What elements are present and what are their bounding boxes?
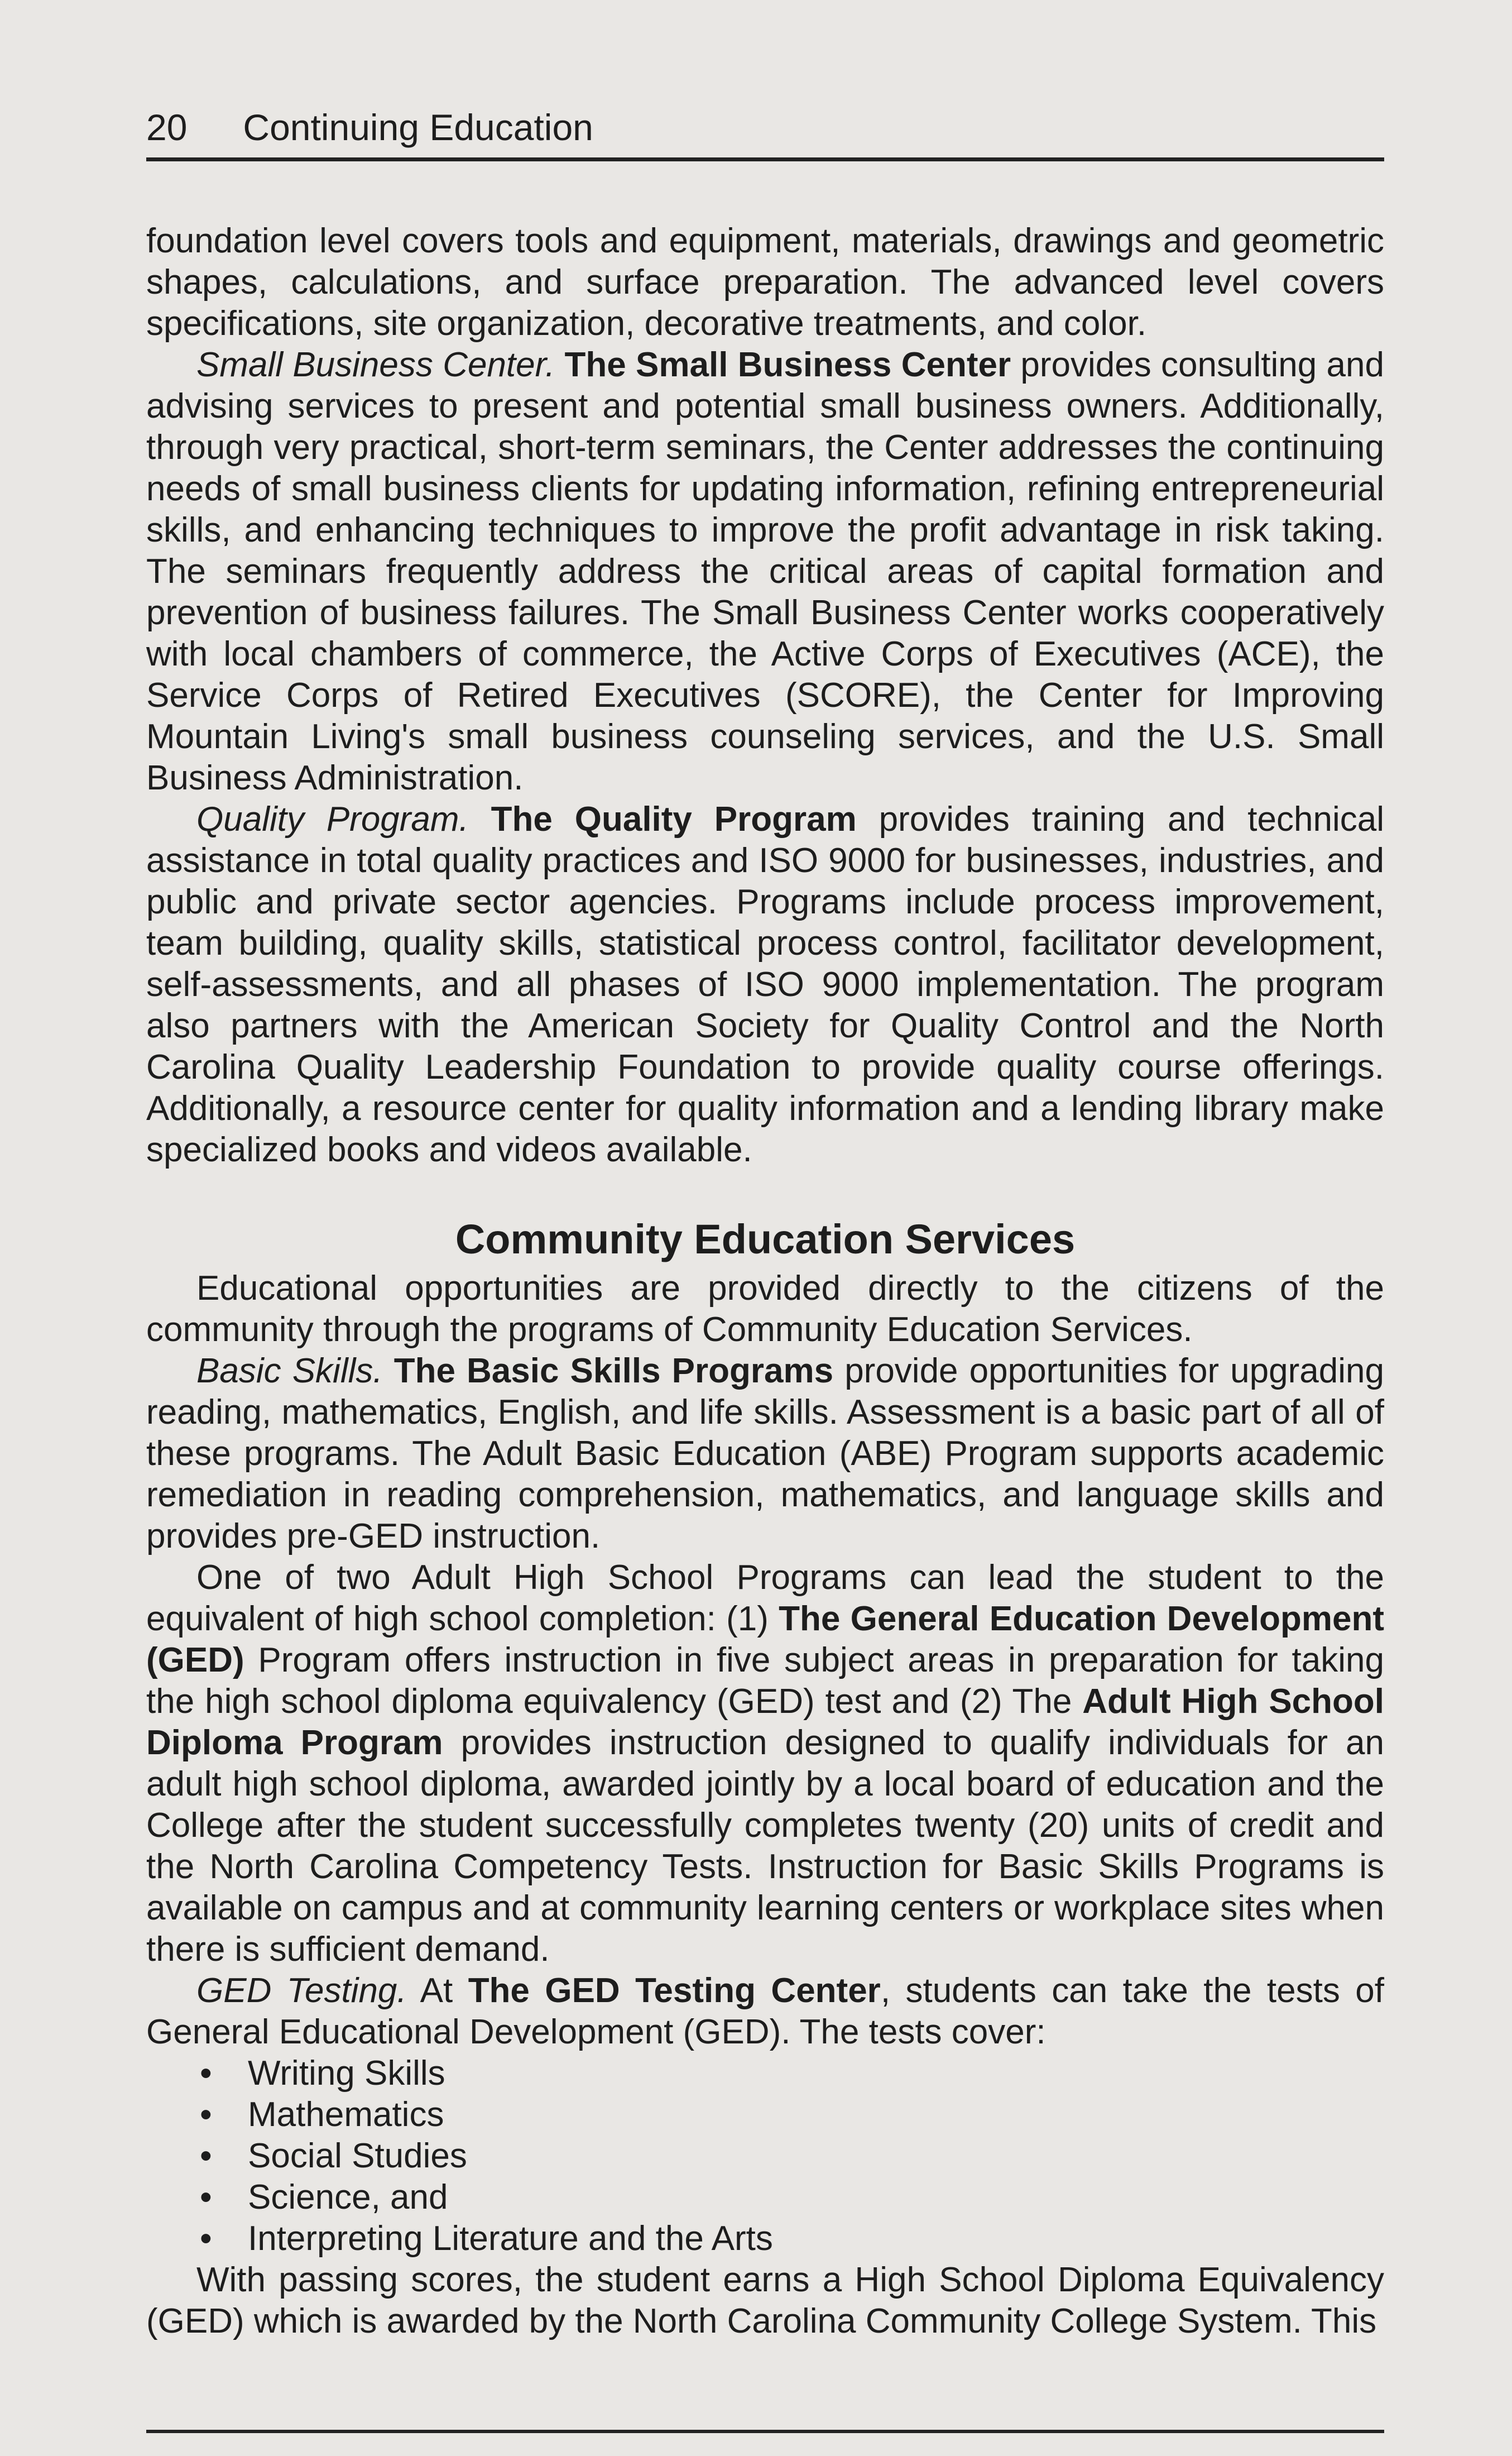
small-business-name: The Small Business Center <box>564 346 1011 384</box>
ged-test-list <box>146 2053 1384 2259</box>
adult-high-school-paragraph <box>146 1557 1384 1970</box>
ged-testing-text-2: , students can take the tests of General Educational Development (GED). The tests cover: <box>146 1971 1384 2051</box>
list-item-label: Social Studies <box>248 2137 467 2175</box>
basic-skills-text: provide opportunities for upgrading reading, mathematics, English, and life skills. Assessment is a basic part of all of these programs. The Adult Basic Education (ABE) Program supports academic remediation in reading comprehension, mathematics, and language skills and provides pre-GED instruction. <box>146 1352 1384 1555</box>
bullet-icon: • <box>200 2178 212 2216</box>
ged-testing-text-1: At <box>420 1971 453 2010</box>
intro-paragraph: foundation level covers tools and equipment, materials, drawings and geometric shapes, calculations, and surface preparation. The advanced level covers specifications, site organization, decorative treatments, and color. <box>146 222 1384 343</box>
running-title: Continuing Education <box>243 107 593 148</box>
small-business-lead: Small Business Center. <box>196 346 555 384</box>
body-text <box>146 221 1384 2342</box>
list-item-label: Interpreting Literature and the Arts <box>248 2219 773 2258</box>
ged-testing-lead: GED Testing. <box>196 1971 407 2010</box>
list-item <box>200 2094 1384 2136</box>
page-number: 20 <box>146 107 188 148</box>
list-item <box>200 2136 1384 2177</box>
ged-testing-paragraph <box>146 1970 1384 2053</box>
list-item-label: Writing Skills <box>248 2054 445 2093</box>
document-page <box>146 106 1384 2342</box>
quality-paragraph <box>146 799 1384 1171</box>
adult-hs-text-3: provides instruction designed to qualify individuals for an adult high school diploma, awarded jointly by a local board of education and the College after the student successfully completes twenty (20) units of credit and the North Carolina Competency Tests. Instruction for Basic Skills Programs is available on campus and at community learning centers or workplace sites when there is sufficient demand. <box>146 1723 1384 1969</box>
bullet-icon: • <box>200 2095 212 2134</box>
quality-text: provides training and technical assistance in total quality practices and ISO 9000 for businesses, industries, and public and private sector agencies. Programs include process improvement, team building, quality skills, statistical process control, facilitator development, self-assessments, and all phases of ISO 9000 implementation. The program also partners with the American Society for Quality Control and the North Carolina Quality Leadership Foundation to provide quality course offerings. Additionally, a resource center for quality information and a lending library make specialized books and videos available. <box>146 800 1384 1169</box>
diploma-program-name: Adult High School Diploma Program <box>146 1682 1385 1762</box>
footer-rule <box>146 2430 1384 2433</box>
ged-testing-center-name: The GED Testing Center <box>468 1971 881 2010</box>
ged-program-name: The General Education Development (GED) <box>146 1600 1384 1679</box>
community-intro-paragraph: Educational opportunities are provided directly to the citizens of the community through the programs of Community Education Services. <box>146 1269 1384 1349</box>
list-item <box>200 2177 1384 2218</box>
running-header <box>146 106 1384 161</box>
bullet-icon: • <box>200 2137 212 2175</box>
list-item-label: Mathematics <box>248 2095 444 2134</box>
list-item <box>200 2053 1384 2094</box>
ged-closing-paragraph: With passing scores, the student earns a High School Diploma Equivalency (GED) which is awarded by the North Carolina Community College System. This <box>146 2261 1384 2340</box>
adult-hs-text-2: Program offers instruction in five subject areas in preparation for taking the high school diploma equivalency (GED) test and (2) The <box>146 1641 1385 1721</box>
basic-skills-name: The Basic Skills Programs <box>393 1352 834 1390</box>
basic-skills-paragraph <box>146 1351 1384 1557</box>
basic-skills-lead: Basic Skills. <box>196 1352 383 1390</box>
quality-name: The Quality Program <box>491 800 857 839</box>
bullet-icon: • <box>200 2054 212 2093</box>
section-heading-community: Community Education Services <box>455 1216 1076 1262</box>
list-item <box>200 2218 1384 2259</box>
list-item-label: Science, and <box>248 2178 448 2216</box>
bullet-icon: • <box>200 2219 212 2258</box>
small-business-text: provides consulting and advising services to present and potential small business owners. Additionally, through very practical, short-term seminars, the Center addresses the continuing needs of small business clients for updating information, refining entrepreneurial skills, and enhancing techniques to improve the profit advantage in risk taking. The seminars frequently address the critical areas of capital formation and prevention of business failures. The Small Business Center works cooperatively with local chambers of commerce, the Active Corps of Executives (ACE), the Service Corps of Retired Executives (SCORE), the Center for Improving Mountain Living's small business counseling services, and the U.S. Small Business Administration. <box>146 346 1384 797</box>
quality-lead: Quality Program. <box>196 800 469 839</box>
adult-hs-text-1: One of two Adult High School Programs can lead the student to the equivalent of high school completion: (1) <box>146 1558 1384 1638</box>
small-business-paragraph <box>146 344 1384 799</box>
